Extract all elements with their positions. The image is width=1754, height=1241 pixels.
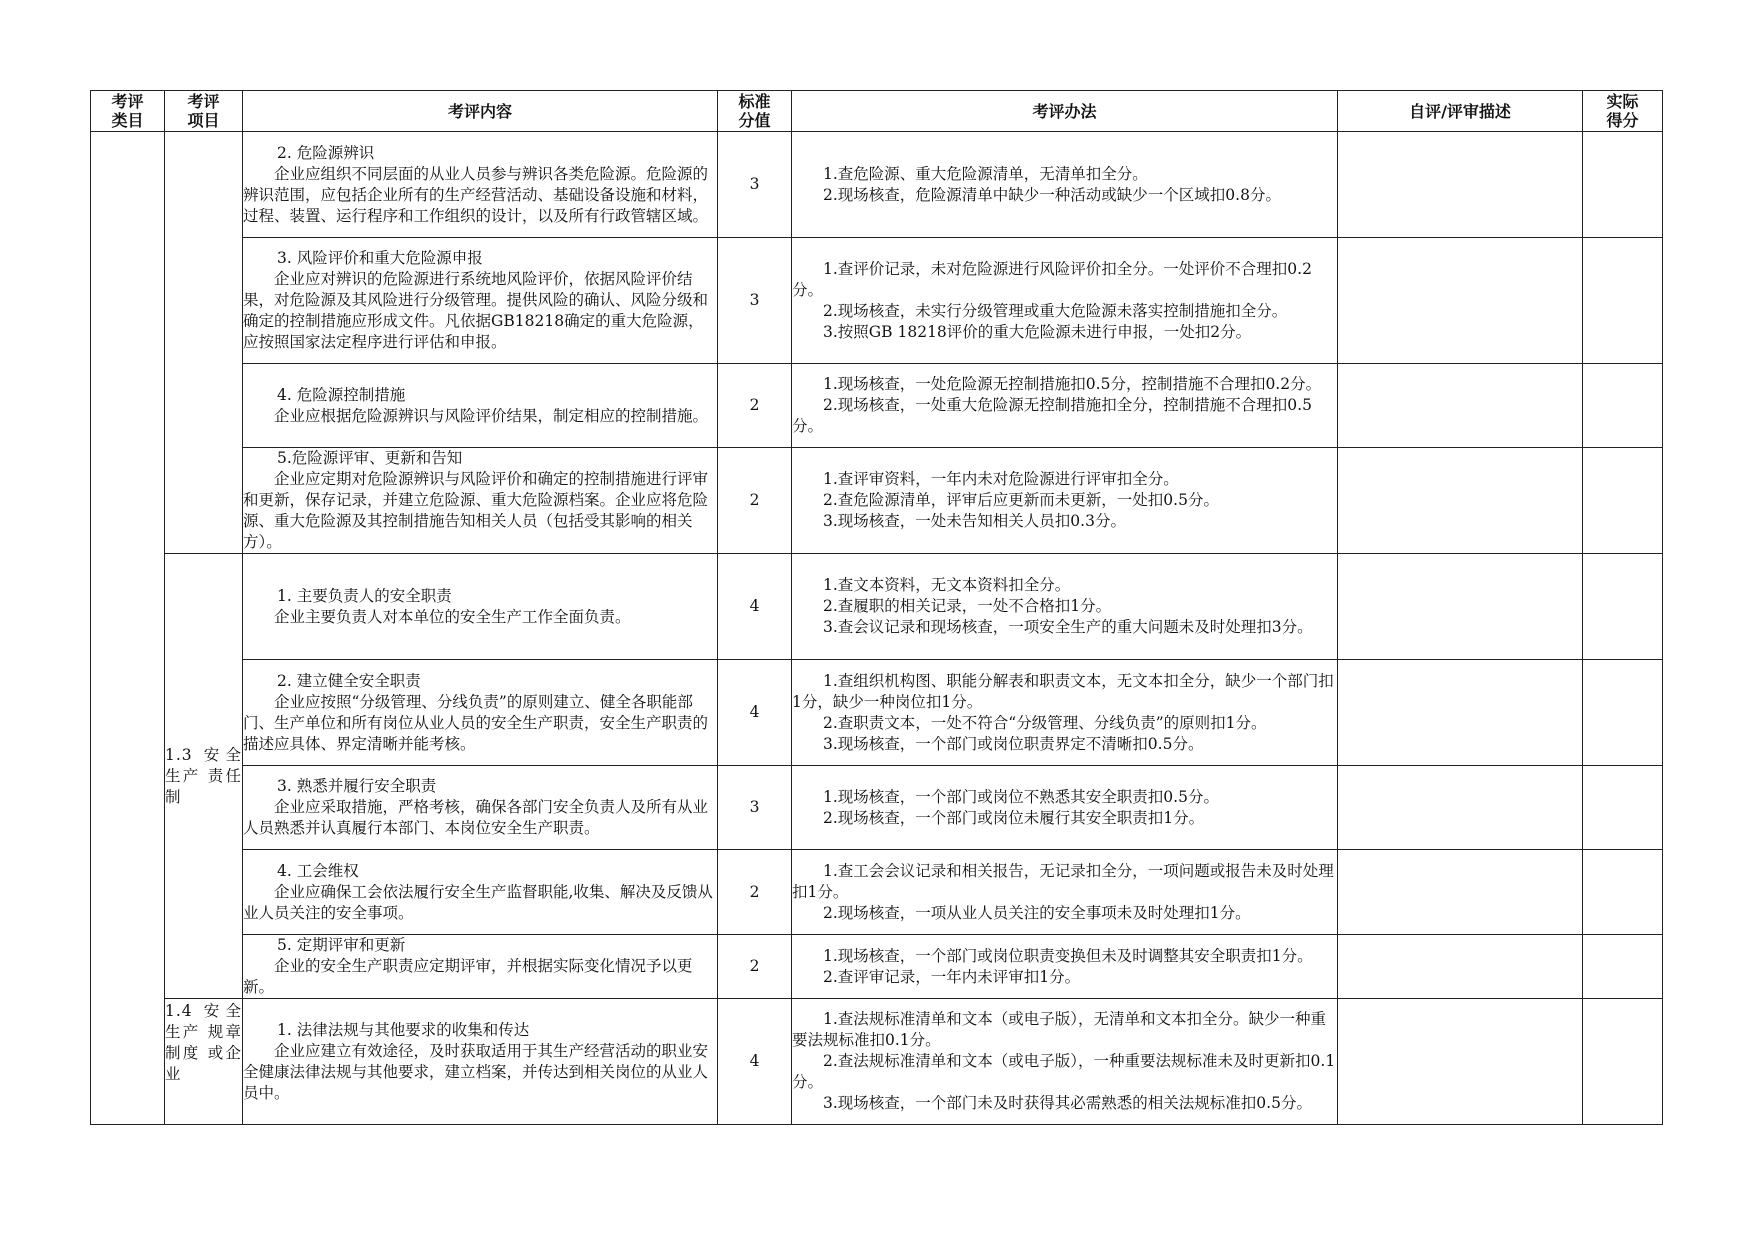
- content-cell: 2. 危险源辨识 企业应组织不同层面的从业人员参与辨识各类危险源。危险源的辨识范围，应包括企业所有的生产经营活动、基础设备设施和材料，过程、装置、运行程序和工作组织的设计，以及所有行政管辖区域。: [243, 132, 718, 238]
- score-cell: 2: [718, 364, 792, 448]
- evaluation-table: [90, 90, 1663, 1125]
- method-cell: 1.现场核查，一个部门或岗位不熟悉其安全职责扣0.5分。 2.现场核查，一个部门或岗位未履行其安全职责扣1分。: [792, 766, 1338, 850]
- score-cell: 2: [718, 850, 792, 935]
- content-cell: 3. 熟悉并履行安全职责 企业应采取措施，严格考核，确保各部门安全负责人及所有从业人员熟悉并认真履行本部门、本岗位安全生产职责。: [243, 766, 718, 850]
- actual-score-cell[interactable]: [1583, 364, 1663, 448]
- table-row: [91, 660, 1663, 766]
- header-category: 考评 类目: [91, 91, 165, 132]
- self-assessment-cell[interactable]: [1338, 766, 1583, 850]
- method-cell: 1.查危险源、重大危险源清单，无清单扣全分。 2.现场核查，危险源清单中缺少一种活动或缺少一个区域扣0.8分。: [792, 132, 1338, 238]
- category-cell: [91, 132, 165, 1125]
- score-cell: 4: [718, 554, 792, 660]
- table-row: [91, 448, 1663, 554]
- table-row: [91, 364, 1663, 448]
- item-cell: 1.3 安全 生产 责任制: [165, 554, 243, 999]
- score-cell: 4: [718, 999, 792, 1125]
- header-self-assessment: 自评/评审描述: [1338, 91, 1583, 132]
- content-cell: 5. 定期评审和更新 企业的安全生产职责应定期评审，并根据实际变化情况予以更新。: [243, 935, 718, 999]
- self-assessment-cell[interactable]: [1338, 132, 1583, 238]
- table-row: [91, 935, 1663, 999]
- self-assessment-cell[interactable]: [1338, 935, 1583, 999]
- header-method: 考评办法: [792, 91, 1338, 132]
- method-cell: 1.查法规标准清单和文本（或电子版），无清单和文本扣全分。缺少一种重要法规标准扣0.1分。 2.查法规标准清单和文本（或电子版），一种重要法规标准未及时更新扣0.1分。 3.现场核查，一个部门未及时获得其必需熟悉的相关法规标准扣0.5分。: [792, 999, 1338, 1125]
- method-cell: 1.查组织机构图、职能分解表和职责文本，无文本扣全分，缺少一个部门扣1分，缺少一种岗位扣1分。 2.查职责文本，一处不符合“分级管理、分线负责”的原则扣1分。 3.现场核查，一个部门或岗位职责界定不清晰扣0.5分。: [792, 660, 1338, 766]
- header-item: 考评 项目: [165, 91, 243, 132]
- self-assessment-cell[interactable]: [1338, 448, 1583, 554]
- content-cell: 5.危险源评审、更新和告知 企业应定期对危险源辨识与风险评价和确定的控制措施进行评审和更新，保存记录，并建立危险源、重大危险源档案。企业应将危险源、重大危险源及其控制措施告知相关人员（包括受其影响的相关方）。: [243, 448, 718, 554]
- content-cell: 4. 危险源控制措施 企业应根据危险源辨识与风险评价结果，制定相应的控制措施。: [243, 364, 718, 448]
- table-row: [91, 766, 1663, 850]
- self-assessment-cell[interactable]: [1338, 660, 1583, 766]
- self-assessment-cell[interactable]: [1338, 999, 1583, 1125]
- actual-score-cell[interactable]: [1583, 999, 1663, 1125]
- method-cell: 1.查工会会议记录和相关报告，无记录扣全分，一项问题或报告未及时处理扣1分。 2.现场核查，一项从业人员关注的安全事项未及时处理扣1分。: [792, 850, 1338, 935]
- header-actual-score: 实际 得分: [1583, 91, 1663, 132]
- content-cell: 3. 风险评价和重大危险源申报 企业应对辨识的危险源进行系统地风险评价，依据风险评价结果，对危险源及其风险进行分级管理。提供风险的确认、风险分级和确定的控制措施应形成文件。凡依据GB18218确定的重大危险源，应按照国家法定程序进行评估和申报。: [243, 238, 718, 364]
- content-cell: 2. 建立健全安全职责 企业应按照“分级管理、分线负责”的原则建立、健全各职能部门、生产单位和所有岗位从业人员的安全生产职责，安全生产职责的描述应具体、界定清晰并能考核。: [243, 660, 718, 766]
- score-cell: 2: [718, 448, 792, 554]
- self-assessment-cell[interactable]: [1338, 554, 1583, 660]
- item-cell: [165, 132, 243, 554]
- content-cell: 1. 主要负责人的安全职责 企业主要负责人对本单位的安全生产工作全面负责。: [243, 554, 718, 660]
- method-cell: 1.查评审资料，一年内未对危险源进行评审扣全分。 2.查危险源清单，评审后应更新而未更新，一处扣0.5分。 3.现场核查，一处未告知相关人员扣0.3分。: [792, 448, 1338, 554]
- score-cell: 3: [718, 766, 792, 850]
- actual-score-cell[interactable]: [1583, 448, 1663, 554]
- score-cell: 3: [718, 132, 792, 238]
- actual-score-cell[interactable]: [1583, 850, 1663, 935]
- table-row: [91, 554, 1663, 660]
- actual-score-cell[interactable]: [1583, 554, 1663, 660]
- self-assessment-cell[interactable]: [1338, 238, 1583, 364]
- item-cell: 1.4 安全 生产 规章 制度 或企 业: [165, 999, 243, 1125]
- self-assessment-cell[interactable]: [1338, 850, 1583, 935]
- table-row: [91, 999, 1663, 1125]
- method-cell: 1.现场核查，一个部门或岗位职责变换但未及时调整其安全职责扣1分。 2.查评审记录，一年内未评审扣1分。: [792, 935, 1338, 999]
- actual-score-cell[interactable]: [1583, 238, 1663, 364]
- header-content: 考评内容: [243, 91, 718, 132]
- header-row: [91, 91, 1663, 132]
- score-cell: 3: [718, 238, 792, 364]
- self-assessment-cell[interactable]: [1338, 364, 1583, 448]
- method-cell: 1.现场核查，一处危险源无控制措施扣0.5分，控制措施不合理扣0.2分。 2.现场核查，一处重大危险源无控制措施扣全分，控制措施不合理扣0.5分。: [792, 364, 1338, 448]
- actual-score-cell[interactable]: [1583, 935, 1663, 999]
- header-score: 标准 分值: [718, 91, 792, 132]
- content-cell: 1. 法律法规与其他要求的收集和传达 企业应建立有效途径，及时获取适用于其生产经营活动的职业安全健康法律法规与其他要求，建立档案，并传达到相关岗位的从业人员中。: [243, 999, 718, 1125]
- actual-score-cell[interactable]: [1583, 132, 1663, 238]
- table-row: [91, 132, 1663, 238]
- method-cell: 1.查评价记录，未对危险源进行风险评价扣全分。一处评价不合理扣0.2分。 2.现场核查，未实行分级管理或重大危险源未落实控制措施扣全分。 3.按照GB 18218评价的重大危险源未进行申报，一处扣2分。: [792, 238, 1338, 364]
- table-row: [91, 238, 1663, 364]
- actual-score-cell[interactable]: [1583, 766, 1663, 850]
- score-cell: 2: [718, 935, 792, 999]
- method-cell: 1.查文本资料，无文本资料扣全分。 2.查履职的相关记录，一处不合格扣1分。 3.查会议记录和现场核查，一项安全生产的重大问题未及时处理扣3分。: [792, 554, 1338, 660]
- content-cell: 4. 工会维权 企业应确保工会依法履行安全生产监督职能,收集、解决及反馈从业人员关注的安全事项。: [243, 850, 718, 935]
- score-cell: 4: [718, 660, 792, 766]
- table-row: [91, 850, 1663, 935]
- actual-score-cell[interactable]: [1583, 660, 1663, 766]
